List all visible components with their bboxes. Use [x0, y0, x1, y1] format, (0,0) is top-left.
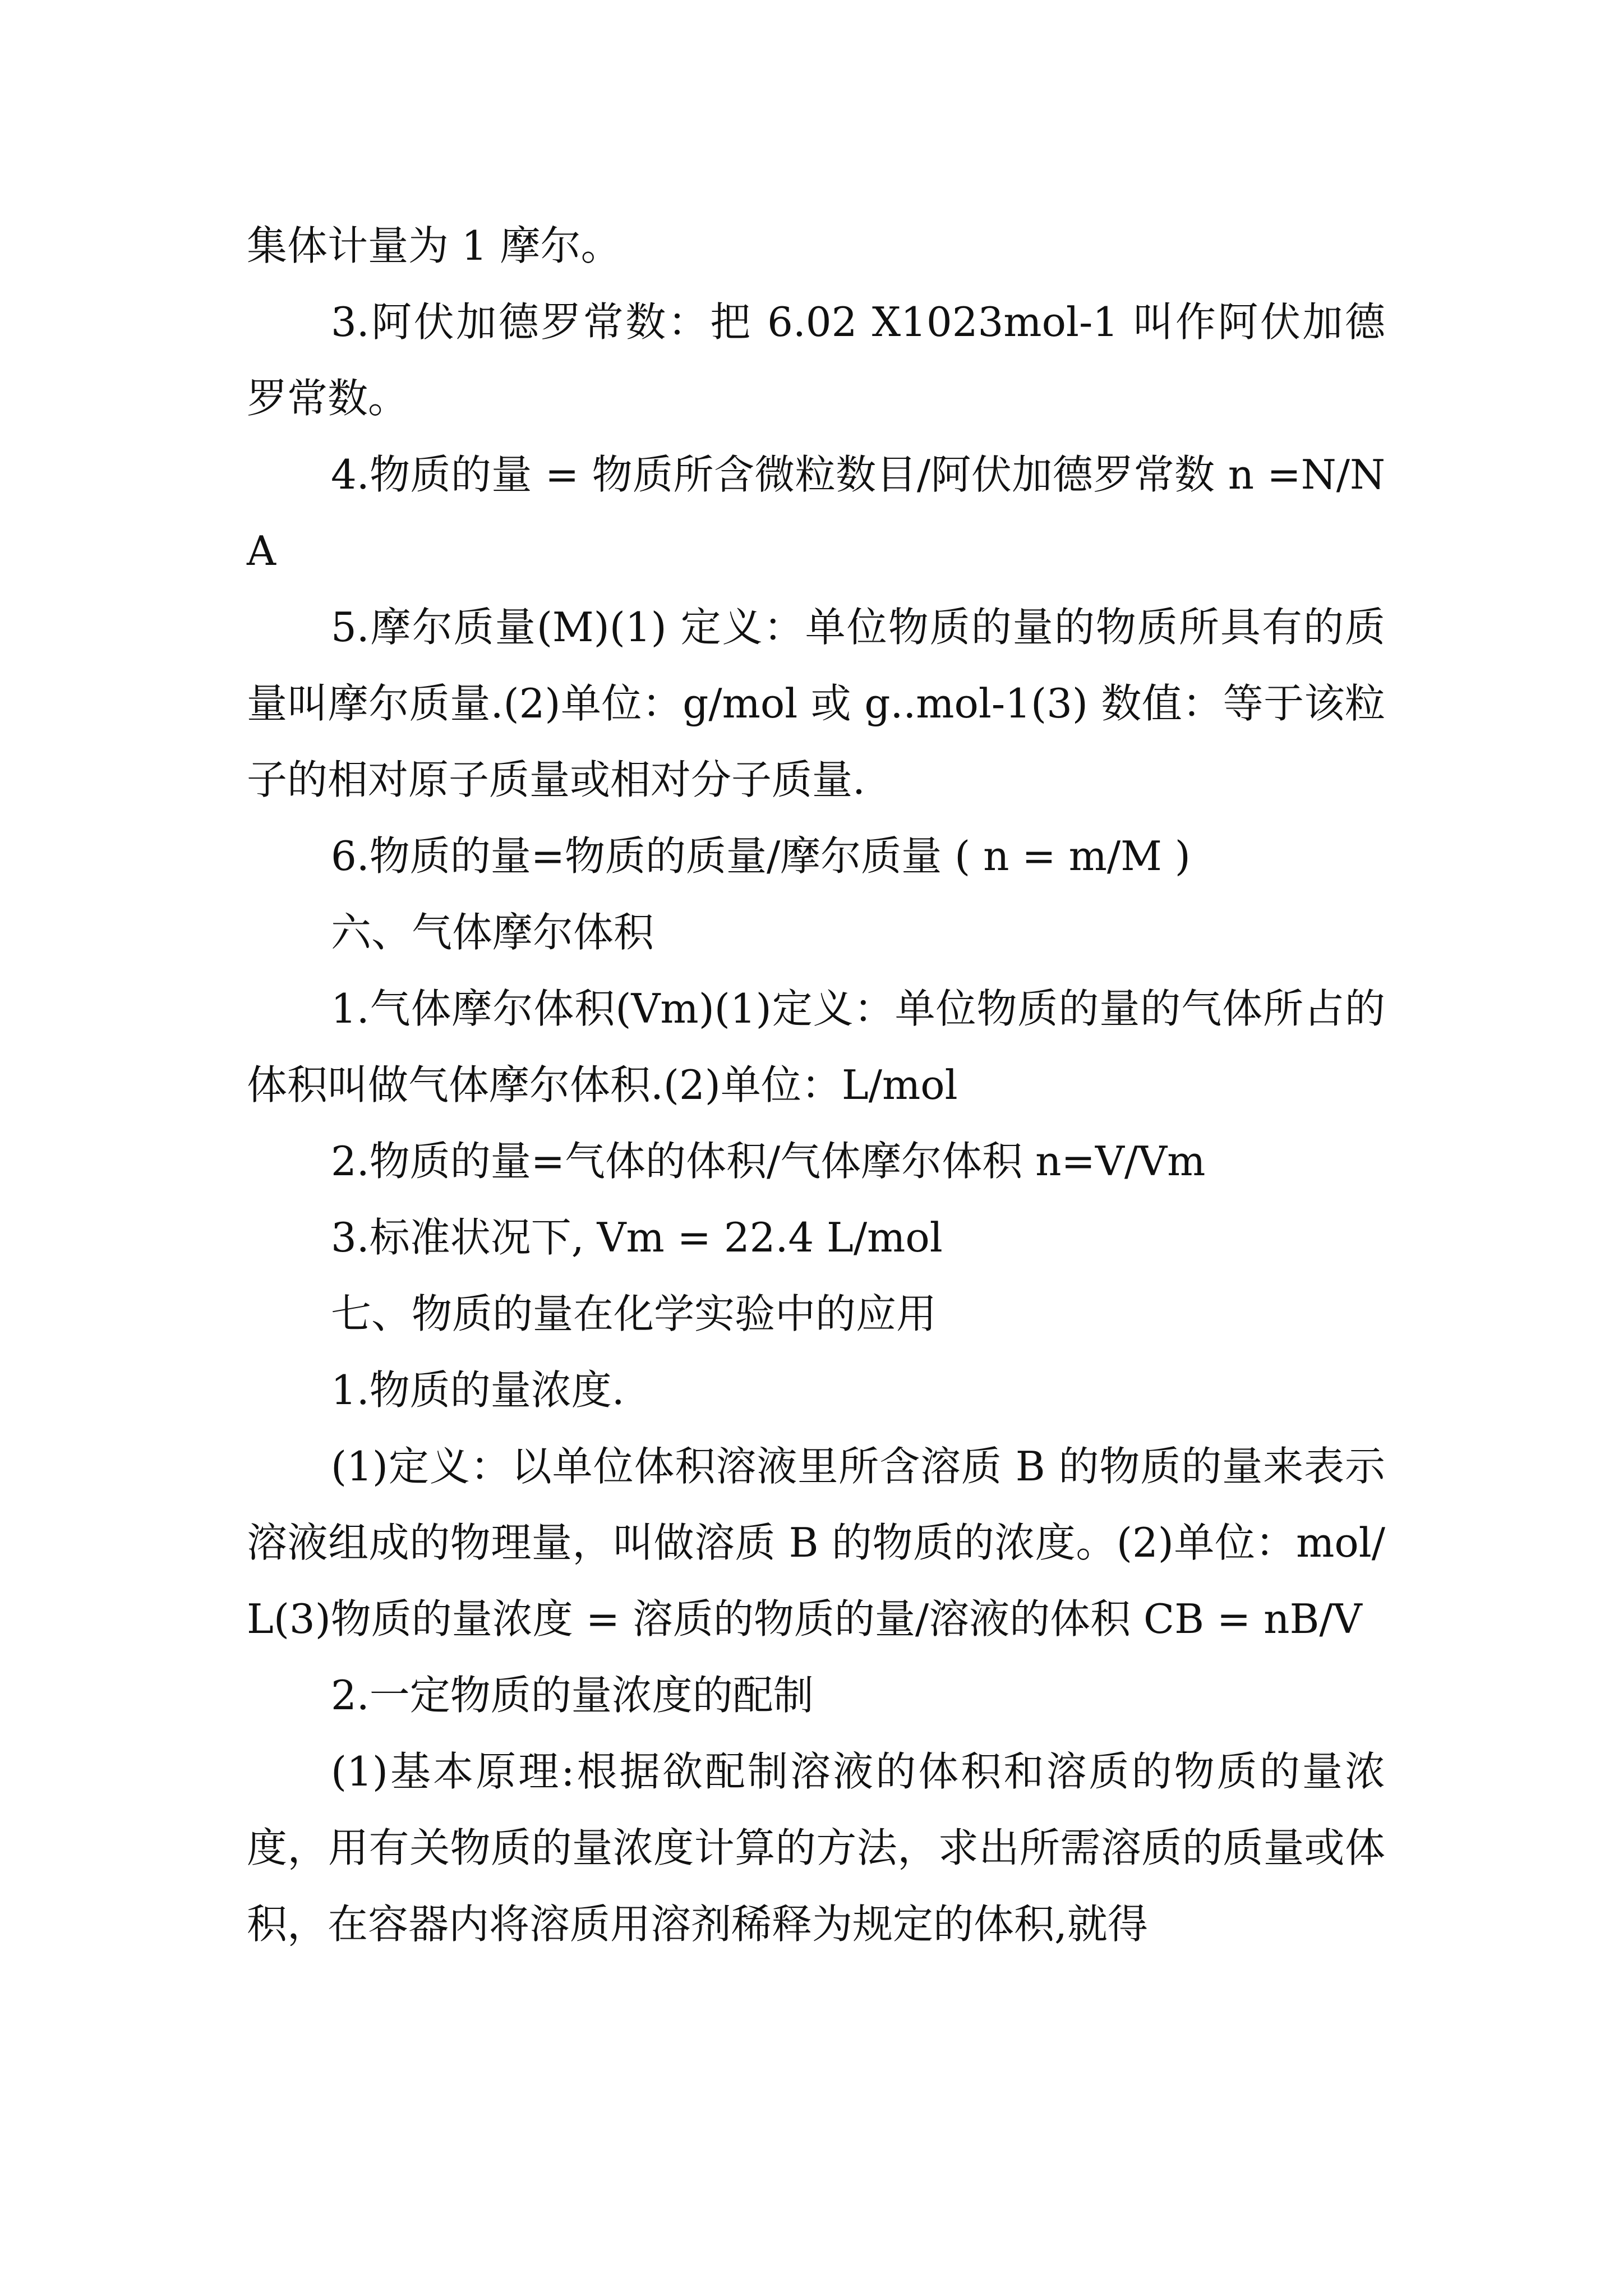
- section-heading-gas-molar-volume: 六、气体摩尔体积: [331, 909, 654, 956]
- paragraph-preparation-heading: 2.一定物质的量浓度的配制: [331, 1672, 814, 1719]
- paragraph-basic-principle: (1)基本原理:根据欲配制溶液的体积和溶质的物质的量浓度，用有关物质的量浓度计算的方法，求出所需溶质的质量或体积，在容器内将溶质用溶剂稀释为规定的体积,就得: [247, 1748, 1385, 1948]
- paragraph-concentration-heading: 1.物质的量浓度.: [331, 1366, 625, 1414]
- document-body: [247, 208, 1385, 1962]
- paragraph-mass-formula: 6.物质的量=物质的质量/摩尔质量 ( n = m/M ): [331, 832, 1191, 880]
- paragraph-gas-volume-formula: 2.物质的量=气体的体积/气体摩尔体积 n=V/Vm: [331, 1138, 1206, 1185]
- paragraph-amount-of-substance-formula: 4.物质的量 = 物质所含微粒数目/阿伏加德罗常数 n =N/NA: [247, 451, 1385, 574]
- paragraph-gas-molar-volume-definition: 1.气体摩尔体积(Vm)(1)定义：单位物质的量的气体所占的体积叫做气体摩尔体积.(2)单位：L/mol: [247, 985, 1385, 1108]
- paragraph-avogadro-constant: 3.阿伏加德罗常数：把 6.02 X1023mol-1 叫作阿伏加德罗常数。: [247, 298, 1385, 422]
- paragraph-concentration-definition: (1)定义：以单位体积溶液里所含溶质 B 的物质的量来表示溶液组成的物理量，叫做溶质 B 的物质的浓度。(2)单位：mol/L(3)物质的量浓度 = 溶质的物质的量/溶液的体积 CB = nB/V: [247, 1443, 1385, 1642]
- paragraph-standard-conditions: 3.标准状况下, Vm = 22.4 L/mol: [331, 1214, 943, 1261]
- paragraph-continuation: 集体计量为 1 摩尔。: [247, 222, 621, 269]
- paragraph-molar-mass: 5.摩尔质量(M)(1) 定义：单位物质的量的物质所具有的质量叫摩尔质量.(2)单位：g/mol 或 g..mol-1(3) 数值：等于该粒子的相对原子质量或相对分子质量.: [247, 604, 1385, 803]
- section-heading-chemistry-applications: 七、物质的量在化学实验中的应用: [331, 1290, 937, 1337]
